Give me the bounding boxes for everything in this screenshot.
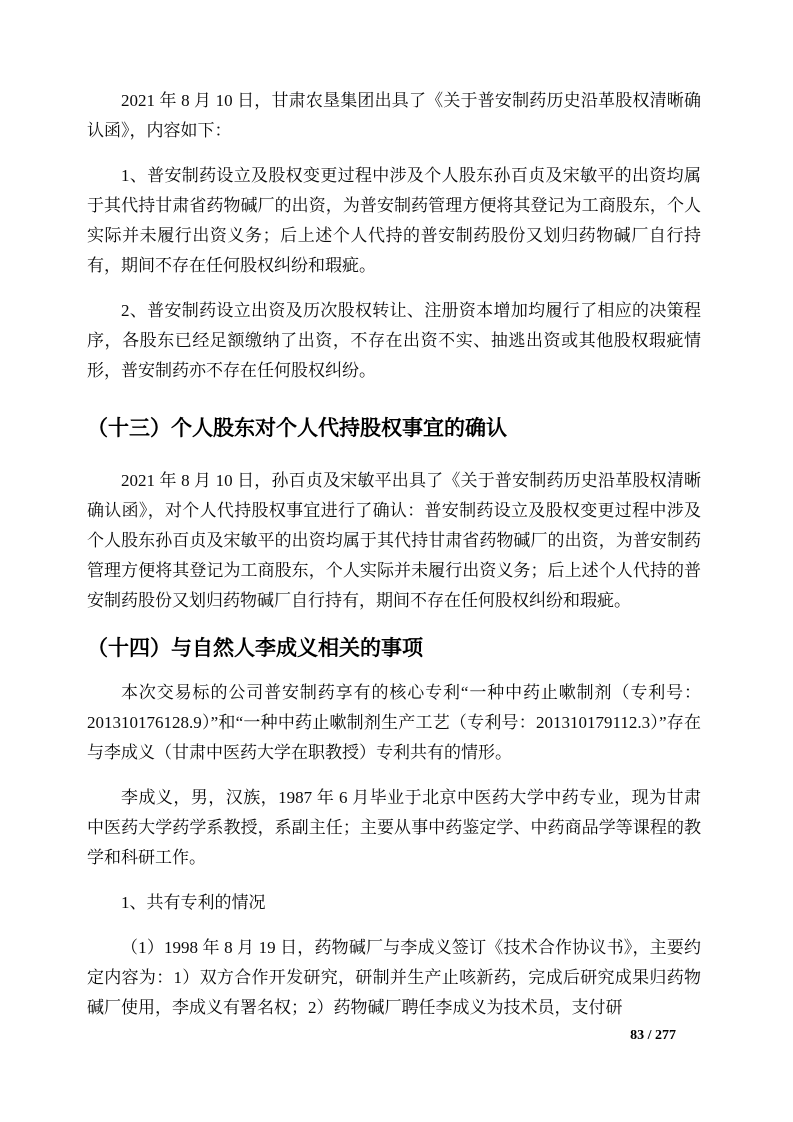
paragraph-nongken-confirmation-intro: 2021 年 8 月 10 日，甘肃农垦集团出具了《关于普安制药历史沿革股权清晰确认函》，内容如下： (87, 91, 701, 140)
paragraph-li-chengyi-bio: 李成义，男，汉族，1987 年 6 月毕业于北京中医药大学中药专业，现为甘肃中医药大学药学系教授，系副主任；主要从事中药鉴定学、中药商品学等课程的教学和科研工作。 (87, 788, 701, 867)
paragraph-confirmation-item-2: 2、普安制药设立出资及历次股权转让、注册资本增加均履行了相应的决策程序，各股东已经足额缴纳了出资，不存在出资不实、抽逃出资或其他股权瑕疵情形，普安制药亦不存在任何股权纠纷。 (87, 301, 701, 380)
section-14-heading: （十四）与自然人李成义相关的事项 (87, 637, 423, 660)
page-body (87, 86, 701, 1038)
paragraph-shared-patent-subheading: 1、共有专利的情况 (121, 893, 266, 912)
paragraph-section-13-body: 2021 年 8 月 10 日，孙百贞及宋敏平出具了《关于普安制药历史沿革股权清晰确认函》，对个人代持股权事宜进行了确认：普安制药设立及股权变更过程中涉及个人股东孙百贞及宋敏平的出资均属于其代持甘肃省药物碱厂的出资，为普安制药管理方便将其登记为工商股东，个人实际并未履行出资义务；后上述个人代持的普安制药股份又划归药物碱厂自行持有，期间不存在任何股权纠纷和瑕疵。 (87, 471, 701, 610)
paragraph-core-patent-overview: 本次交易标的公司普安制药享有的核心专利“一种中药止嗽制剂（专利号：201310176128.9）”和“一种中药止嗽制剂生产工艺（专利号：201310179112.3）”存在与李成义（甘肃中医药大学在职教授）专利共有的情形。 (87, 683, 701, 762)
paragraph-tech-cooperation-agreement: （1）1998 年 8 月 19 日，药物碱厂与李成义签订《技术合作协议书》，主要约定内容为：1）双方合作开发研究，研制并生产止咳新药，完成后研究成果归药物碱厂使用，李成义有署名权；2）药物碱厂聘任李成义为技术员，支付研 (87, 938, 701, 1017)
paragraph-confirmation-item-1: 1、普安制药设立及股权变更过程中涉及个人股东孙百贞及宋敏平的出资均属于其代持甘肃省药物碱厂的出资，为普安制药管理方便将其登记为工商股东，个人实际并未履行出资义务；后上述个人代持的普安制药股份又划归药物碱厂自行持有，期间不存在任何股权纠纷和瑕疵。 (87, 166, 701, 275)
section-13-heading: （十三）个人股东对个人代持股权事宜的确认 (87, 417, 507, 440)
page-number: 83 / 277 (630, 1028, 676, 1043)
